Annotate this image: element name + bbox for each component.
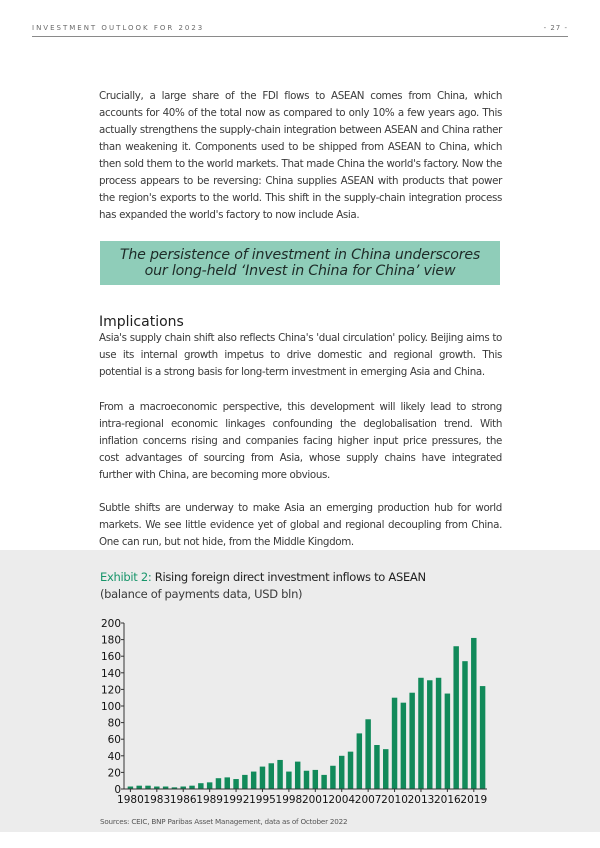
- bar-2005: [348, 752, 353, 789]
- bar-2018: [462, 661, 467, 789]
- bar-2010: [392, 698, 397, 789]
- bar-1996: [269, 763, 274, 789]
- y-tick-label: 120: [100, 684, 121, 697]
- y-tick-label: 140: [100, 667, 121, 680]
- x-tick-label: 2013: [407, 794, 435, 806]
- x-tick-label: 2004: [328, 794, 356, 806]
- fdi-bar-chart: [0, 600, 600, 812]
- y-tick-label: 100: [100, 701, 121, 713]
- x-axis: [117, 789, 487, 806]
- bar-2008: [374, 745, 379, 789]
- bar-1997: [277, 760, 282, 789]
- exhibit-subtitle: (balance of payments data, USD bln): [100, 587, 303, 601]
- bar-2006: [357, 733, 362, 789]
- x-tick-label: 1983: [143, 794, 171, 806]
- bar-1992: [233, 779, 238, 789]
- bar-1988: [198, 783, 203, 789]
- bar-2016: [445, 694, 450, 789]
- bar-1990: [216, 778, 221, 789]
- exhibit-title: [100, 570, 426, 584]
- section-heading: Implications: [99, 314, 184, 330]
- x-tick-label: 1998: [275, 794, 303, 806]
- bar-1994: [251, 772, 256, 789]
- exhibit-label: Exhibit 2:: [100, 570, 152, 584]
- x-tick-label: 1989: [196, 794, 224, 806]
- bar-2003: [330, 766, 335, 789]
- y-tick-label: 160: [100, 651, 121, 664]
- x-tick-label: 1986: [169, 794, 197, 806]
- bar-2015: [436, 678, 441, 789]
- y-tick-label: 40: [107, 750, 121, 763]
- x-tick-label: 2010: [381, 794, 408, 806]
- page-header: [32, 22, 568, 37]
- bar-2012: [409, 693, 414, 789]
- y-tick-label: 80: [107, 717, 121, 730]
- exhibit-title-text: Rising foreign direct investment inflows to ASEAN: [154, 570, 426, 584]
- y-axis: [101, 618, 124, 796]
- x-tick-label: 1980: [117, 794, 144, 806]
- bar-2017: [453, 646, 458, 789]
- x-tick-label: 1992: [222, 794, 250, 806]
- bar-2014: [427, 680, 432, 789]
- callout-box: [100, 241, 500, 285]
- bar-1995: [260, 767, 265, 789]
- report-title: INVESTMENT OUTLOOK FOR 2023: [32, 24, 205, 32]
- callout-line-2: our long-held ‘Invest in China for China’ view: [144, 263, 456, 279]
- page-number: - 27 -: [543, 24, 568, 32]
- bar-2009: [383, 749, 388, 789]
- callout-line-1: The persistence of investment in China underscores: [119, 247, 481, 263]
- y-tick-label: 60: [107, 734, 121, 747]
- y-tick-label: 200: [100, 618, 121, 630]
- bar-1993: [242, 775, 247, 789]
- bar-2000: [304, 771, 309, 789]
- bar-2007: [365, 719, 370, 789]
- bar-1999: [295, 762, 300, 789]
- y-tick-label: 0: [114, 784, 121, 796]
- x-tick-label: 2019: [460, 794, 488, 806]
- paragraph-macro-perspective: From a macroeconomic perspective, this development will likely lead to strong intra-regional economic linkages confounding the deglobalisation trend. With inflation concerns rising and companies facing higher input price pressures, the cost advantages of sourcing from Asia, whose supply chains have integrated further with China, are becoming more obvious.: [99, 401, 502, 481]
- y-tick-label: 20: [107, 767, 121, 780]
- x-tick-label: 2016: [434, 794, 461, 806]
- bar-1998: [286, 772, 291, 789]
- bar-1989: [207, 782, 212, 789]
- paragraph-dual-circulation: Asia's supply chain shift also reflects China's 'dual circulation' policy. Beijing aims to use its internal growth impetus to drive domestic and regional growth. This potential is a strong basis for long-term investment in emerging Asia and China.: [99, 332, 502, 378]
- bar-2019: [471, 638, 476, 789]
- x-tick-label: 2001: [301, 794, 329, 806]
- paragraph-subtle-shifts: Subtle shifts are underway to make Asia an emerging production hub for world markets. We see little evidence yet of global and regional decoupling from China. One can run, but not hide, from the Middle Kingdom.: [99, 502, 502, 548]
- bar-2011: [401, 703, 406, 789]
- x-tick-label: 1995: [249, 794, 276, 806]
- sources-note: Sources: CEIC, BNP Paribas Asset Management, data as of October 2022: [100, 817, 348, 826]
- y-tick-label: 180: [100, 634, 121, 647]
- bar-2002: [321, 775, 326, 789]
- bar-2001: [313, 770, 318, 789]
- bars-group: [128, 638, 486, 789]
- bar-2020: [480, 686, 485, 789]
- x-tick-label: 2007: [354, 794, 382, 806]
- bar-2013: [418, 678, 423, 789]
- bar-2004: [339, 756, 344, 789]
- bar-1991: [225, 777, 230, 789]
- paragraph-fdi-share: Crucially, a large share of the FDI flows to ASEAN comes from China, which accounts for 40% of the total now as compared to only 10% a few years ago. This actually strengthens the supply-chain integration between ASEAN and China rather than weakening it. Components used to be shipped from ASEAN to China, which then sold them to the world markets. That made China the world's factory. Now the process appears to be reversing: China supplies ASEAN with products that power the region's exports to the world. This shift in the supply-chain integration process has expanded the world's factory to now include Asia.: [99, 90, 502, 221]
